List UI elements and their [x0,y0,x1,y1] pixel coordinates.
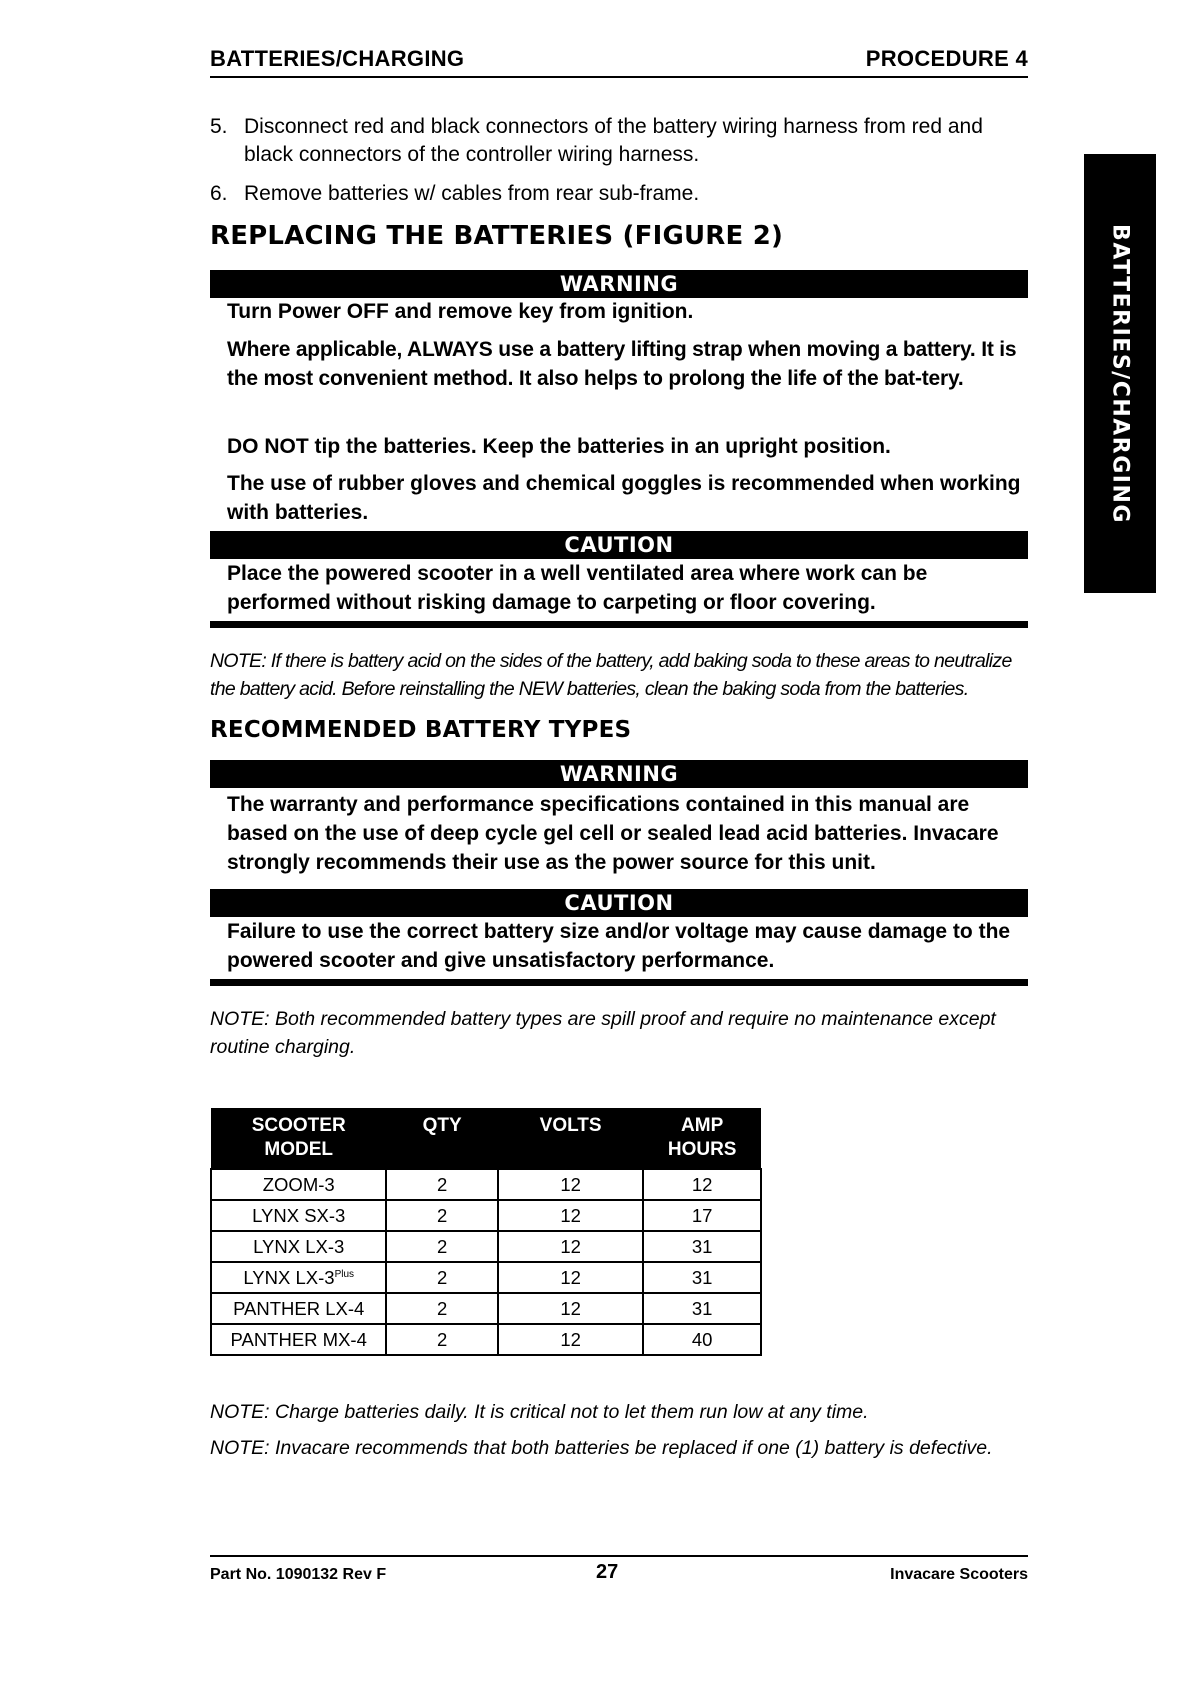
cell-amp-hours: 31 [643,1262,761,1293]
cell-amp-hours: 31 [643,1293,761,1324]
step-number: 6. [210,182,228,205]
step-number: 5. [210,115,228,138]
cell-volts: 12 [498,1262,643,1293]
caution-bar: CAUTION [210,889,1028,917]
table-header-row [211,1108,761,1169]
table-row [211,1293,761,1324]
caution-text: Place the powered scooter in a well ventilated area where work can be performed without risking damage to carpeting or floor covering. [227,562,928,614]
step-5 [210,113,1000,169]
cell-qty: 2 [386,1293,497,1324]
battery-types-table [210,1108,762,1356]
cell-volts: 12 [498,1293,643,1324]
cell-qty: 2 [386,1231,497,1262]
table-row [211,1200,761,1231]
cell-model: PANTHER MX-4 [211,1324,386,1355]
warning-bar: WARNING [210,760,1028,788]
caution-end-rule [210,979,1028,986]
warning-text: The use of rubber gloves and chemical goggles is recommended when working with batteries. [227,472,1021,524]
cell-model: ZOOM-3 [211,1169,386,1200]
section-title-replacing: REPLACING THE BATTERIES (FIGURE 2) [210,221,784,251]
table-row [211,1262,761,1293]
side-tab [1084,154,1156,593]
col-header-model: SCOOTER MODEL [211,1108,386,1169]
cell-volts: 12 [498,1324,643,1355]
cell-model: PANTHER LX-4 [211,1293,386,1324]
footer-rule [210,1555,1028,1557]
cell-amp-hours: 40 [643,1324,761,1355]
note-battery-acid: NOTE: If there is battery acid on the sides of the battery, add baking soda to these areas to neutralize the battery acid. Before reinstalling the NEW batteries, clean the baking soda from the batteries. [210,650,1012,700]
step-6 [210,180,1000,208]
warning-text: Where applicable, ALWAYS use a battery lifting strap when moving a battery. It is the most convenient method. It also helps to prolong the life of the bat-tery. [227,338,1017,390]
caution-end-rule [210,621,1028,628]
warning-text: DO NOT tip the batteries. Keep the batteries in an upright position. [227,435,891,458]
warning-bar: WARNING [210,270,1028,298]
cell-volts: 12 [498,1200,643,1231]
table-row [211,1169,761,1200]
header-procedure: PROCEDURE 4 [865,46,1028,71]
cell-model: LYNX $LX-3^{Plus}$ [211,1262,386,1293]
cell-qty: 2 [386,1262,497,1293]
header-rule [210,76,1028,78]
cell-qty: 2 [386,1324,497,1355]
cell-qty: 2 [386,1200,497,1231]
footer-company: Invacare Scooters [890,1566,1028,1583]
cell-model: LYNX SX-3 [211,1200,386,1231]
step-text: Disconnect red and black connectors of the battery wiring harness from red and black connectors of the controller wiring harness. [244,115,983,166]
step-text: Remove batteries w/ cables from rear sub-frame. [244,182,700,205]
warning-text: Turn Power OFF and remove key from ignition. [227,300,694,323]
cell-volts: 12 [498,1169,643,1200]
col-header-volts: VOLTS [498,1108,643,1169]
cell-amp-hours: 31 [643,1231,761,1262]
note-replace-both: NOTE: Invacare recommends that both batteries be replaced if one (1) battery is defective. [210,1437,993,1459]
cell-volts: 12 [498,1231,643,1262]
cell-amp-hours: 17 [643,1200,761,1231]
caution-text: Failure to use the correct battery size and/or voltage may cause damage to the powered scooter and give unsatisfactory performance. [227,920,1011,972]
caution-bar: CAUTION [210,531,1028,559]
model-superscript: Plus [334,1268,355,1280]
col-header-amp-hours: AMP HOURS [643,1108,761,1169]
cell-amp-hours: 12 [643,1169,761,1200]
note-spill-proof: NOTE: Both recommended battery types are spill proof and require no maintenance except routine charging. [210,1008,996,1058]
cell-model: LYNX LX-3 [211,1231,386,1262]
header-section-title: BATTERIES/CHARGING [210,46,465,71]
col-header-qty: QTY [386,1108,497,1169]
table-row [211,1324,761,1355]
section-title-battery-types: RECOMMENDED BATTERY TYPES [210,717,632,743]
warning-text: The warranty and performance specifications contained in this manual are based on the use of deep cycle gel cell or sealed lead acid batteries. Invacare strongly recommends their use as the power source for this unit. [227,793,999,874]
note-charge-daily: NOTE: Charge batteries daily. It is critical not to let them run low at any time. [210,1401,869,1423]
table-row [211,1231,761,1262]
cell-qty: 2 [386,1169,497,1200]
side-tab-label: BATTERIES/CHARGING [1107,223,1133,524]
page-number: 27 [596,1561,619,1583]
footer-part-number: Part No. 1090132 Rev F [210,1566,387,1583]
